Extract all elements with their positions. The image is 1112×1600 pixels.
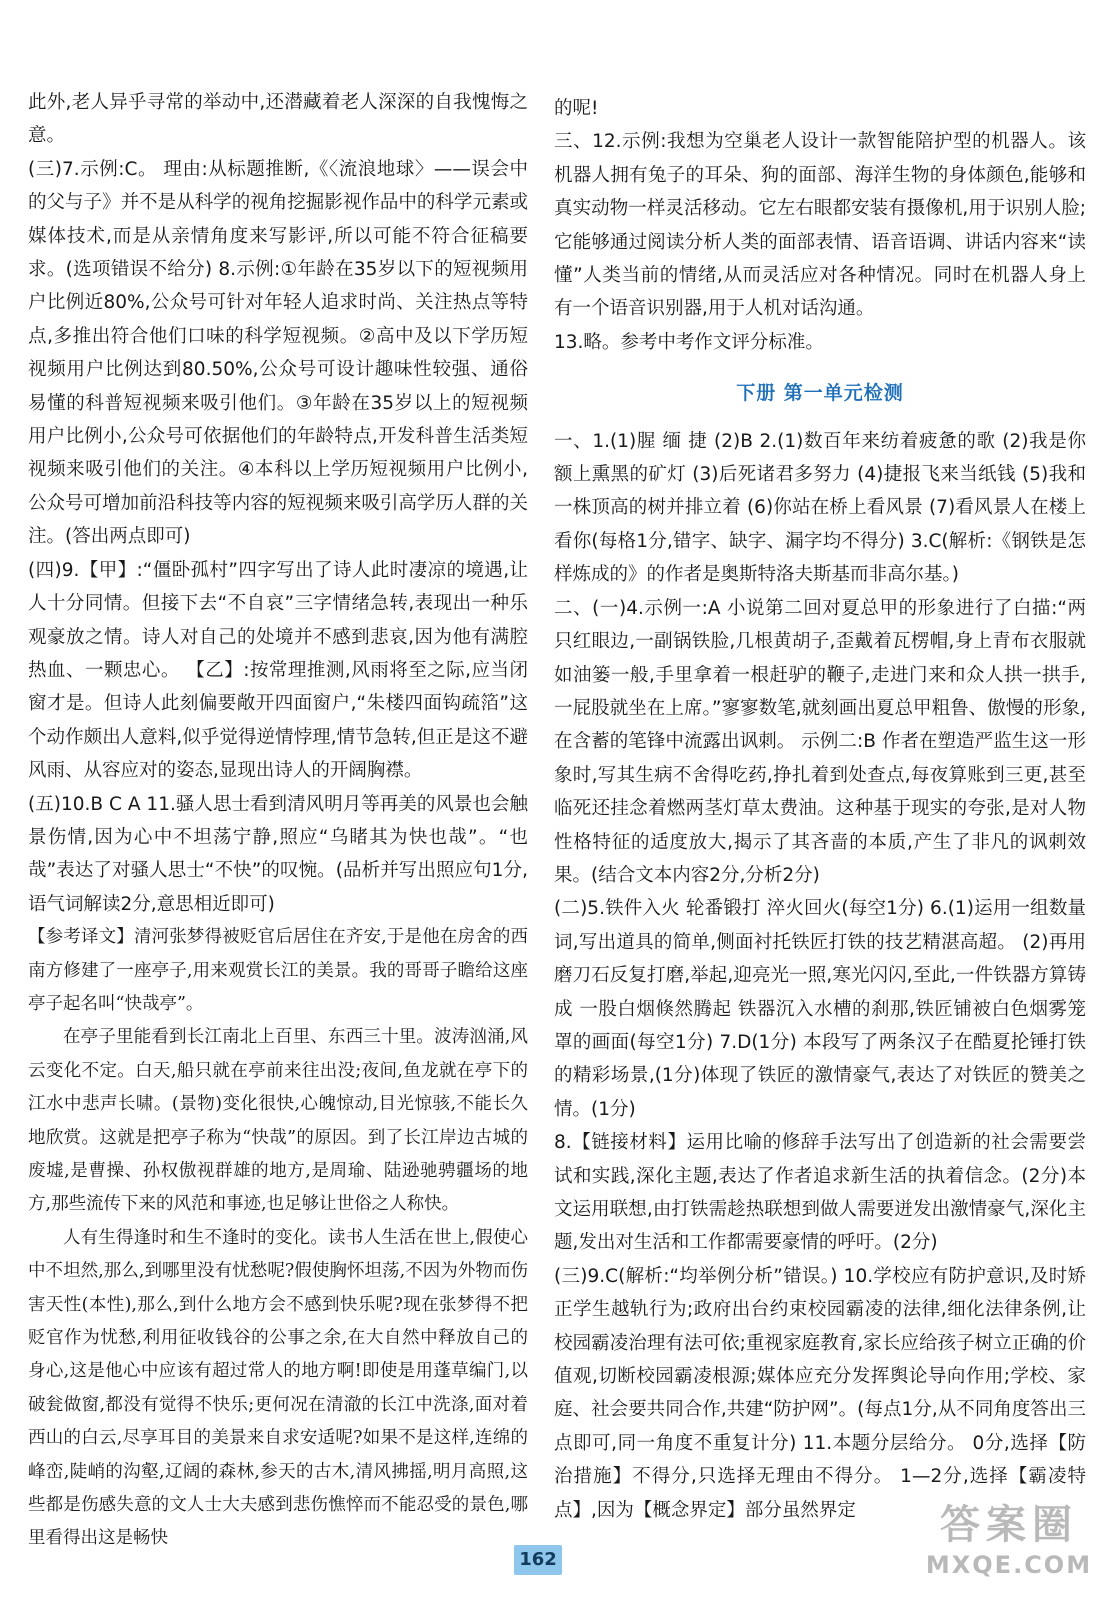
- paragraph: 二、(一)4.示例一:A 小说第二回对夏总甲的形象进行了白描:“两只红眼边,一副锅铁脸,几根黄胡子,歪戴着瓦楞帽,身上青布衣服就如油篓一般,手里拿着一根赶驴的鞭子,走进门来和众人拱一拱手,一屁股就坐在上席。”寥寥数笔,就刻画出夏总甲粗鲁、傲慢的形象,在含蓄的笔锋中流露出讽刺。 示例二:B 作者在塑造严监生这一形象时,写其生病不舍得吃药,挣扎着到处查点,每夜算账到三更,甚至临死还挂念着燃两茎灯草太费油。这种基于现实的夸张,是对人物性格特征的适度放大,揭示了其吝啬的本质,产生了非凡的讽刺效果。(结合文本内容2分,分析2分): [554, 597, 1086, 886]
- right-column: [554, 92, 1086, 1527]
- page-number: 162: [514, 1545, 562, 1575]
- watermark-url: MXQE.COM: [925, 1551, 1093, 1579]
- paragraph: 此外,老人异乎寻常的举动中,还潜藏着老人深深的自我愧悔之意。: [28, 92, 528, 147]
- paragraph: (四)9.【甲】:“僵卧孤村”四字写出了诗人此时凄凉的境遇,让人十分同情。但接下去“不自哀”三字情绪急转,表现出一种乐观豪放之情。诗人对自己的处境并不感到悲哀,因为他有满腔热血、一颗忠心。 【乙】:按常理推测,风雨将至之际,应当闭窗才是。但诗人此刻偏要敞开四面窗户,“朱楼四面钩疏箔”这个动作颇出人意料,似乎觉得逆情悖理,情节急转,但正是这不避风雨、从容应对的姿态,显现出诗人的开阔胸襟。: [28, 559, 528, 782]
- paragraph: 三、12.示例:我想为空巢老人设计一款智能陪护型的机器人。该机器人拥有兔子的耳朵、狗的面部、海洋生物的身体颜色,能够和真实动物一样灵活移动。它左右眼都安装有摄像机,用于识别人脸;它能够通过阅读分析人类的面部表情、语音语调、讲话内容来“读懂”人类当前的情绪,从而灵活应对各种情况。同时在机器人身上有一个语音识别器,用于人机对话沟通。: [554, 131, 1086, 320]
- paragraph: (五)10.B C A 11.骚人思士看到清风明月等再美的风景也会触景伤情,因为心中不坦荡宁静,照应“乌睹其为快也哉”。“也哉”表达了对骚人思士“不快”的叹惋。(品析并写出照应句1分,语气词解读2分,意思相近即可): [28, 793, 528, 915]
- section-title: 下册 第一单元检测: [736, 382, 904, 405]
- paragraph: 的呢!: [554, 98, 599, 119]
- watermark-title: 答案圈: [940, 1502, 1078, 1548]
- paragraph: 一、1.(1)腥 缅 捷 (2)B 2.(1)数百年来纺着疲惫的歌 (2)我是你额上熏黑的矿灯 (3)后死诸君多努力 (4)捷报飞来当纸钱 (5)我和一株顶高的树并排立着 (6)你站在桥上看风景 (7)看风景人在楼上看你(每格1分,错字、缺字、漏字均不得分) 3.C(解析:《钢铁是怎样炼成的》的作者是奥斯特洛夫斯基而非高尔基。): [554, 430, 1086, 586]
- left-column: [28, 86, 528, 1556]
- translation-paragraph: 人有生得逢时和生不逢时的变化。读书人生活在世上,假使心中不坦然,那么,到哪里没有忧愁呢?假使胸怀坦荡,不因为外物而伤害天性(本性),那么,到什么地方会不感到快乐呢?现在张梦得不把贬官作为忧愁,利用征收钱谷的公事之余,在大自然中释放自己的身心,这是他心中应该有超过常人的地方啊!即使是用蓬草编门,以破瓮做窗,都没有觉得不快乐;更何况在清澈的长江中洗涤,面对着西山的白云,尽享耳目的美景来自求安适呢?如果不是这样,连绵的峰峦,陡峭的沟壑,辽阔的森林,参天的古木,清风拂摇,明月高照,这些都是伤感失意的文人士大夫感到悲伤憔悴而不能忍受的景色,哪里看得出这是畅快: [28, 1227, 528, 1549]
- paragraph: (二)5.铁件入火 轮番锻打 淬火回火(每空1分) 6.(1)运用一组数量词,写出道具的简单,侧面衬托铁匠打铁的技艺精湛高超。 (2)再用磨刀石反复打磨,举起,迎亮光一照,寒光闪闪,至此,一件铁器方算铸成 一股白烟倏然腾起 铁器沉入水槽的刹那,铁匠铺被白色烟雾笼罩的画面(每空1分) 7.D(1分) 本段写了两条汉子在酷夏抡锤打铁的精彩场景,(1分)体现了铁匠的激情豪气,表达了对铁匠的赞美之情。(1分): [554, 898, 1086, 1120]
- watermark-logo: [924, 1500, 1094, 1592]
- paragraph: (三)7.示例:C。 理由:从标题推断,《〈流浪地球〉——误会中的父与子》并不是从科学的视角挖掘影视作品中的科学元素或媒体技术,而是从亲情角度来写影评,所以可能不符合征稿要求。(选项错误不给分) 8.示例:①年龄在35岁以下的短视频用户比例近80%,公众号可针对年轻人追求时尚、关注热点等特点,多推出符合他们口味的科学短视频。②高中及以下学历短视频用户比例达到80.50%,公众号可设计趣味性较强、通俗易懂的科普短视频来吸引他们。③年龄在35岁以上的短视频用户比例小,公众号可依据他们的年龄特点,开发科普生活类短视频来吸引他们的关注。④本科以上学历短视频用户比例小,公众号可增加前沿科技等内容的短视频来吸引高学历人群的关注。(答出两点即可): [28, 158, 528, 548]
- translation-paragraph: 【参考译文】清河张梦得被贬官后居住在齐安,于是他在房舍的西南方修建了一座亭子,用来观赏长江的美景。我的哥哥子瞻给这座亭子起名叫“快哉亭”。: [28, 927, 528, 1014]
- paragraph: 8.【链接材料】运用比喻的修辞手法写出了创造新的社会需要尝试和实践,深化主题,表达了作者追求新生活的执着信念。(2分)本文运用联想,由打铁需趁热联想到做人需要迸发出激情豪气,深化主题,发出对生活和工作都需要豪情的呼吁。(2分): [554, 1132, 1086, 1254]
- translation-paragraph: 在亭子里能看到长江南北上百里、东西三十里。波涛汹涌,风云变化不定。白天,船只就在亭前来往出没;夜间,鱼龙就在亭下的江水中悲声长啸。(景物)变化很快,心魄惊动,目光惊骇,不能长久地欣赏。这就是把亭子称为“快哉”的原因。到了长江岸边古城的废墟,是曹操、孙权傲视群雄的地方,是周瑜、陆逊驰骋疆场的地方,那些流传下来的风范和事迹,也足够让世俗之人称快。: [28, 1027, 528, 1215]
- paragraph: 13.略。参考中考作文评分标准。: [554, 331, 824, 353]
- paragraph: (三)9.C(解析:“均举例分析”错误。) 10.学校应有防护意识,及时矫正学生越轨行为;政府出台约束校园霸凌的法律,细化法律条例,让校园霸凌治理有法可依;重视家庭教育,家长应给孩子树立正确的价值观,切断校园霸凌根源;媒体应充分发挥舆论导向作用;学校、家庭、社会要共同合作,共建“防护网”。(每点1分,从不同角度答出三点即可,同一角度不重复计分) 11.本题分层给分。 0分,选择【防治措施】不得分,只选择无理由不得分。 1—2分,选择【霸凌特点】,因为【概念界定】部分虽然界定: [554, 1265, 1086, 1521]
